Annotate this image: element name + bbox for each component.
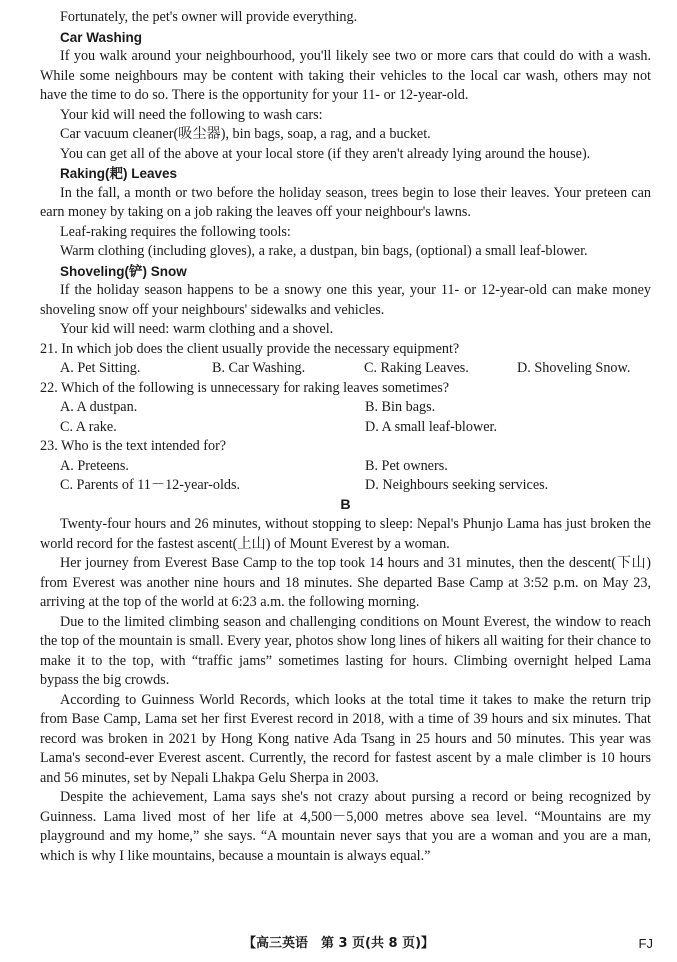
shoveling-need: Your kid will need: warm clothing and a shovel. <box>60 321 334 337</box>
car-washing-items: Car vacuum cleaner(吸尘器), bin bags, soap, a rag, and a bucket. <box>60 126 431 142</box>
option-d: D. Neighbours seeking services. <box>365 477 549 493</box>
option-c: C. Raking Leaves. <box>364 360 469 376</box>
shoveling-paragraph: If the holiday season happens to be a snowy one this year, your 11- or 12-year-old can make money shoveling snow off your neighbours' sidewalks and vehicles. <box>40 282 651 318</box>
heading-shoveling-snow: Shoveling(铲) Snow <box>60 263 187 279</box>
raking-need: Leaf-raking requires the following tools: <box>60 223 291 240</box>
question-21-stem: 21. In which job does the client usually provide the necessary equipment? <box>40 340 460 357</box>
option-a: A. Pet Sitting. <box>60 360 141 376</box>
question-23-options <box>40 457 651 496</box>
question-22-stem: 22. Which of the following is unnecessary for raking leaves sometimes? <box>40 379 450 396</box>
passage-b-paragraph-5: Despite the achievement, Lama says she's not crazy about pursing a record or being recognized by Guinness. Lama lived most of her life at 4,500－5,000 metres above sea level. “Mountains are my playground and my home,” she says. “A mountain never says that you are a woman and you are a man, which is why I like mountains, because a mountain is always equal.” <box>40 789 651 864</box>
page-footer <box>0 934 677 954</box>
page-body <box>40 8 651 866</box>
option-b: B. Pet owners. <box>365 457 448 474</box>
option-b: B. Car Washing. <box>212 360 306 376</box>
passage-b-paragraph-2: Her journey from Everest Base Camp to the top took 14 hours and 31 minutes, then the descent(下山) from Everest was another nine hours and 18 minutes. She departed Base Camp at 3:52 p.m. on May 23, arriving at the top of the world at 6:23 a.m. the following morning. <box>40 555 651 610</box>
raking-paragraph: In the fall, a month or two before the holiday season, trees begin to lose their leaves. Your preteen can earn money by taking on a job raking the leaves off your neighbour's lawns. <box>40 184 651 220</box>
question-23-stem: 23. Who is the text intended for? <box>40 438 227 454</box>
option-b: B. Bin bags. <box>365 399 436 415</box>
passage-b-paragraph-1: Twenty-four hours and 26 minutes, without stopping to sleep: Nepal's Phunjo Lama has just broken the world record for the fastest ascent(上山) of Mount Everest by a woman. <box>40 516 651 552</box>
footer-region-code: FJ <box>638 936 653 951</box>
option-c: C. A rake. <box>60 418 117 435</box>
heading-raking-leaves: Raking(耙) Leaves <box>60 166 178 181</box>
raking-items: Warm clothing (including gloves), a rake, a dustpan, bin bags, (optional) a small leaf-blower. <box>60 243 588 259</box>
question-21-options <box>40 359 651 379</box>
option-a: A. Preteens. <box>60 457 129 474</box>
car-washing-need: Your kid will need the following to wash cars: <box>60 106 323 123</box>
car-washing-paragraph: If you walk around your neighbourhood, you'll likely see two or more cars that could do with a wash. While some neighbours may be content with taking their vehicles to the local car wash, others may not have the time to do so. There is the opportunity for your 11- or 12-year-old. <box>40 48 651 103</box>
heading-car-washing: Car Washing <box>60 29 143 45</box>
car-washing-store: You can get all of the above at your local store (if they aren't already lying around the house). <box>60 145 591 162</box>
option-d: D. Shoveling Snow. <box>517 360 631 376</box>
option-d: D. A small leaf-blower. <box>365 418 497 435</box>
footer-page-info: 【高三英语 第 3 页(共 8 页)】 <box>242 936 435 951</box>
option-a: A. A dustpan. <box>60 399 138 415</box>
section-b-label: B <box>340 496 351 513</box>
passage-b-paragraph-3: Due to the limited climbing season and challenging conditions on Mount Everest, the window to reach the top of the mountain is small. Every year, photos show long lines of hikers all waiting for their chance to make it to the top, with “traffic jams” sometimes lasting for hours. Climbing overnight helped Lama bypass the big crowds. <box>40 613 651 688</box>
question-22-options <box>40 398 651 437</box>
pet-sitting-tail: Fortunately, the pet's owner will provide everything. <box>60 9 358 25</box>
passage-b-paragraph-4: According to Guinness World Records, which looks at the total time it takes to make the return trip from Base Camp, Lama set her first Everest record in 2018, with a time of 39 hours and six minutes. That record was broken in 2021 by Hong Kong native Ada Tsang in 25 hours and 50 minutes. This year was Lama's second-ever Everest ascent. Currently, the record for fastest ascent by a male climber is 10 hours and 56 minutes, set by Nepali Lhakpa Gelu Sherpa in 2003. <box>40 691 651 786</box>
option-c: C. Parents of 11－12-year-olds. <box>60 477 241 493</box>
